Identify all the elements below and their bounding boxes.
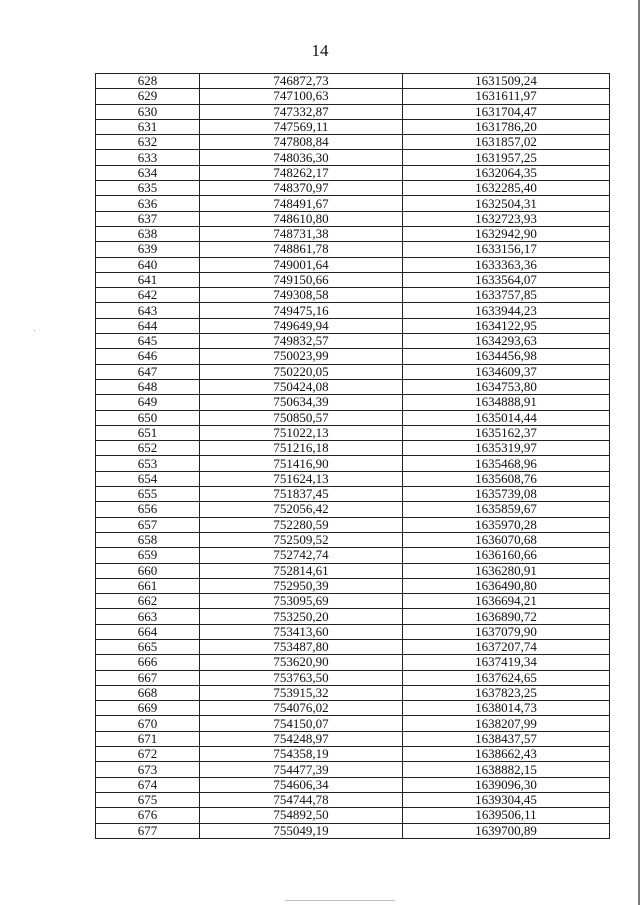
table-row [96,119,610,134]
table-row [96,563,610,578]
x-coordinate-cell: 748861,78 [200,242,403,257]
point-number-cell: 639 [96,242,200,257]
x-coordinate-cell: 750850,57 [200,410,403,425]
x-coordinate-cell: 755049,19 [200,823,403,838]
x-coordinate-cell: 752742,74 [200,548,403,563]
point-number-cell: 661 [96,578,200,593]
table-row [96,609,610,624]
table-row [96,701,610,716]
y-coordinate-cell: 1631786,20 [403,119,610,134]
point-number-cell: 634 [96,165,200,180]
scan-speck [34,330,35,331]
point-number-cell: 664 [96,624,200,639]
y-coordinate-cell: 1636070,68 [403,532,610,547]
point-number-cell: 665 [96,639,200,654]
x-coordinate-cell: 749150,66 [200,272,403,287]
coordinates-table [95,73,610,839]
y-coordinate-cell: 1634293,63 [403,334,610,349]
x-coordinate-cell: 753250,20 [200,609,403,624]
table-row [96,410,610,425]
y-coordinate-cell: 1635970,28 [403,517,610,532]
point-number-cell: 628 [96,74,200,89]
x-coordinate-cell: 751216,18 [200,441,403,456]
table-row [96,532,610,547]
x-coordinate-cell: 754358,19 [200,747,403,762]
table-row [96,364,610,379]
table-row [96,471,610,486]
y-coordinate-cell: 1638014,73 [403,701,610,716]
point-number-cell: 651 [96,425,200,440]
x-coordinate-cell: 751837,45 [200,487,403,502]
page-number: 14 [311,41,329,60]
table-row [96,441,610,456]
x-coordinate-cell: 750634,39 [200,395,403,410]
table-row [96,670,610,685]
y-coordinate-cell: 1637624,65 [403,670,610,685]
point-number-cell: 659 [96,548,200,563]
y-coordinate-cell: 1635014,44 [403,410,610,425]
y-coordinate-cell: 1636160,66 [403,548,610,563]
x-coordinate-cell: 753095,69 [200,594,403,609]
point-number-cell: 641 [96,272,200,287]
x-coordinate-cell: 747100,63 [200,89,403,104]
table-row [96,594,610,609]
x-coordinate-cell: 748491,67 [200,196,403,211]
y-coordinate-cell: 1635608,76 [403,471,610,486]
y-coordinate-cell: 1634888,91 [403,395,610,410]
point-number-cell: 676 [96,808,200,823]
point-number-cell: 675 [96,792,200,807]
y-coordinate-cell: 1631509,24 [403,74,610,89]
y-coordinate-cell: 1633564,07 [403,272,610,287]
table-row [96,578,610,593]
y-coordinate-cell: 1635319,97 [403,441,610,456]
point-number-cell: 630 [96,104,200,119]
x-coordinate-cell: 749832,57 [200,334,403,349]
x-coordinate-cell: 753413,60 [200,624,403,639]
y-coordinate-cell: 1635162,37 [403,425,610,440]
x-coordinate-cell: 750220,05 [200,364,403,379]
x-coordinate-cell: 754076,02 [200,701,403,716]
table-row [96,456,610,471]
x-coordinate-cell: 754477,39 [200,762,403,777]
x-coordinate-cell: 752509,52 [200,532,403,547]
x-coordinate-cell: 754892,50 [200,808,403,823]
point-number-cell: 636 [96,196,200,211]
y-coordinate-cell: 1636694,21 [403,594,610,609]
x-coordinate-cell: 749475,16 [200,303,403,318]
point-number-cell: 657 [96,517,200,532]
x-coordinate-cell: 752814,61 [200,563,403,578]
y-coordinate-cell: 1634609,37 [403,364,610,379]
y-coordinate-cell: 1632504,31 [403,196,610,211]
y-coordinate-cell: 1639506,11 [403,808,610,823]
y-coordinate-cell: 1633363,36 [403,257,610,272]
point-number-cell: 668 [96,685,200,700]
coordinates-table-body [96,74,610,839]
table-row [96,104,610,119]
table-row [96,257,610,272]
x-coordinate-cell: 753620,90 [200,655,403,670]
table-row [96,349,610,364]
y-coordinate-cell: 1631611,97 [403,89,610,104]
x-coordinate-cell: 754150,07 [200,716,403,731]
x-coordinate-cell: 753487,80 [200,639,403,654]
point-number-cell: 633 [96,150,200,165]
point-number-cell: 644 [96,318,200,333]
table-row [96,74,610,89]
point-number-cell: 629 [96,89,200,104]
y-coordinate-cell: 1637823,25 [403,685,610,700]
y-coordinate-cell: 1635739,08 [403,487,610,502]
x-coordinate-cell: 748262,17 [200,165,403,180]
x-coordinate-cell: 752280,59 [200,517,403,532]
y-coordinate-cell: 1634122,95 [403,318,610,333]
table-row [96,242,610,257]
x-coordinate-cell: 748731,38 [200,226,403,241]
y-coordinate-cell: 1638882,15 [403,762,610,777]
y-coordinate-cell: 1638662,43 [403,747,610,762]
table-row [96,89,610,104]
point-number-cell: 671 [96,731,200,746]
table-row [96,165,610,180]
table-row [96,395,610,410]
point-number-cell: 640 [96,257,200,272]
footer-line [285,900,395,901]
table-row [96,150,610,165]
table-row [96,502,610,517]
x-coordinate-cell: 749308,58 [200,288,403,303]
table-row [96,517,610,532]
point-number-cell: 637 [96,211,200,226]
point-number-cell: 669 [96,701,200,716]
point-number-cell: 649 [96,395,200,410]
table-row [96,196,610,211]
table-row [96,379,610,394]
point-number-cell: 654 [96,471,200,486]
point-number-cell: 653 [96,456,200,471]
table-row [96,792,610,807]
x-coordinate-cell: 754606,34 [200,777,403,792]
y-coordinate-cell: 1638437,57 [403,731,610,746]
point-number-cell: 632 [96,135,200,150]
y-coordinate-cell: 1632064,35 [403,165,610,180]
point-number-cell: 658 [96,532,200,547]
point-number-cell: 650 [96,410,200,425]
x-coordinate-cell: 749001,64 [200,257,403,272]
point-number-cell: 645 [96,334,200,349]
x-coordinate-cell: 748370,97 [200,181,403,196]
y-coordinate-cell: 1635859,67 [403,502,610,517]
y-coordinate-cell: 1639700,89 [403,823,610,838]
point-number-cell: 647 [96,364,200,379]
y-coordinate-cell: 1636490,80 [403,578,610,593]
x-coordinate-cell: 746872,73 [200,74,403,89]
table-row [96,731,610,746]
table-row [96,823,610,838]
y-coordinate-cell: 1633156,17 [403,242,610,257]
y-coordinate-cell: 1639096,30 [403,777,610,792]
x-coordinate-cell: 752056,42 [200,502,403,517]
y-coordinate-cell: 1638207,99 [403,716,610,731]
y-coordinate-cell: 1637207,74 [403,639,610,654]
y-coordinate-cell: 1631857,02 [403,135,610,150]
table-row [96,685,610,700]
x-coordinate-cell: 753915,32 [200,685,403,700]
table-row [96,272,610,287]
table-row [96,334,610,349]
table-row [96,777,610,792]
point-number-cell: 666 [96,655,200,670]
y-coordinate-cell: 1639304,45 [403,792,610,807]
point-number-cell: 643 [96,303,200,318]
x-coordinate-cell: 747332,87 [200,104,403,119]
table-row [96,226,610,241]
point-number-cell: 631 [96,119,200,134]
table-row [96,762,610,777]
x-coordinate-cell: 751022,13 [200,425,403,440]
point-number-cell: 677 [96,823,200,838]
table-row [96,487,610,502]
table-row [96,639,610,654]
x-coordinate-cell: 748610,80 [200,211,403,226]
y-coordinate-cell: 1637419,34 [403,655,610,670]
table-row [96,624,610,639]
table-row [96,655,610,670]
table-row [96,135,610,150]
point-number-cell: 648 [96,379,200,394]
y-coordinate-cell: 1632285,40 [403,181,610,196]
point-number-cell: 655 [96,487,200,502]
table-row [96,548,610,563]
y-coordinate-cell: 1632723,93 [403,211,610,226]
x-coordinate-cell: 747808,84 [200,135,403,150]
point-number-cell: 670 [96,716,200,731]
y-coordinate-cell: 1631957,25 [403,150,610,165]
x-coordinate-cell: 747569,11 [200,119,403,134]
point-number-cell: 642 [96,288,200,303]
y-coordinate-cell: 1634753,80 [403,379,610,394]
y-coordinate-cell: 1633757,85 [403,288,610,303]
point-number-cell: 663 [96,609,200,624]
point-number-cell: 662 [96,594,200,609]
table-row [96,181,610,196]
x-coordinate-cell: 751416,90 [200,456,403,471]
y-coordinate-cell: 1636280,91 [403,563,610,578]
point-number-cell: 638 [96,226,200,241]
table-row [96,318,610,333]
table-row [96,211,610,226]
x-coordinate-cell: 750023,99 [200,349,403,364]
y-coordinate-cell: 1634456,98 [403,349,610,364]
y-coordinate-cell: 1631704,47 [403,104,610,119]
y-coordinate-cell: 1636890,72 [403,609,610,624]
point-number-cell: 672 [96,747,200,762]
y-coordinate-cell: 1637079,90 [403,624,610,639]
table-row [96,425,610,440]
point-number-cell: 674 [96,777,200,792]
x-coordinate-cell: 749649,94 [200,318,403,333]
x-coordinate-cell: 752950,39 [200,578,403,593]
x-coordinate-cell: 751624,13 [200,471,403,486]
x-coordinate-cell: 748036,30 [200,150,403,165]
point-number-cell: 656 [96,502,200,517]
point-number-cell: 667 [96,670,200,685]
point-number-cell: 635 [96,181,200,196]
point-number-cell: 660 [96,563,200,578]
x-coordinate-cell: 750424,08 [200,379,403,394]
point-number-cell: 673 [96,762,200,777]
table-row [96,808,610,823]
x-coordinate-cell: 754744,78 [200,792,403,807]
table-row [96,303,610,318]
table-row [96,716,610,731]
point-number-cell: 646 [96,349,200,364]
point-number-cell: 652 [96,441,200,456]
x-coordinate-cell: 753763,50 [200,670,403,685]
x-coordinate-cell: 754248,97 [200,731,403,746]
y-coordinate-cell: 1632942,90 [403,226,610,241]
table-row [96,747,610,762]
y-coordinate-cell: 1633944,23 [403,303,610,318]
y-coordinate-cell: 1635468,96 [403,456,610,471]
table-row [96,288,610,303]
